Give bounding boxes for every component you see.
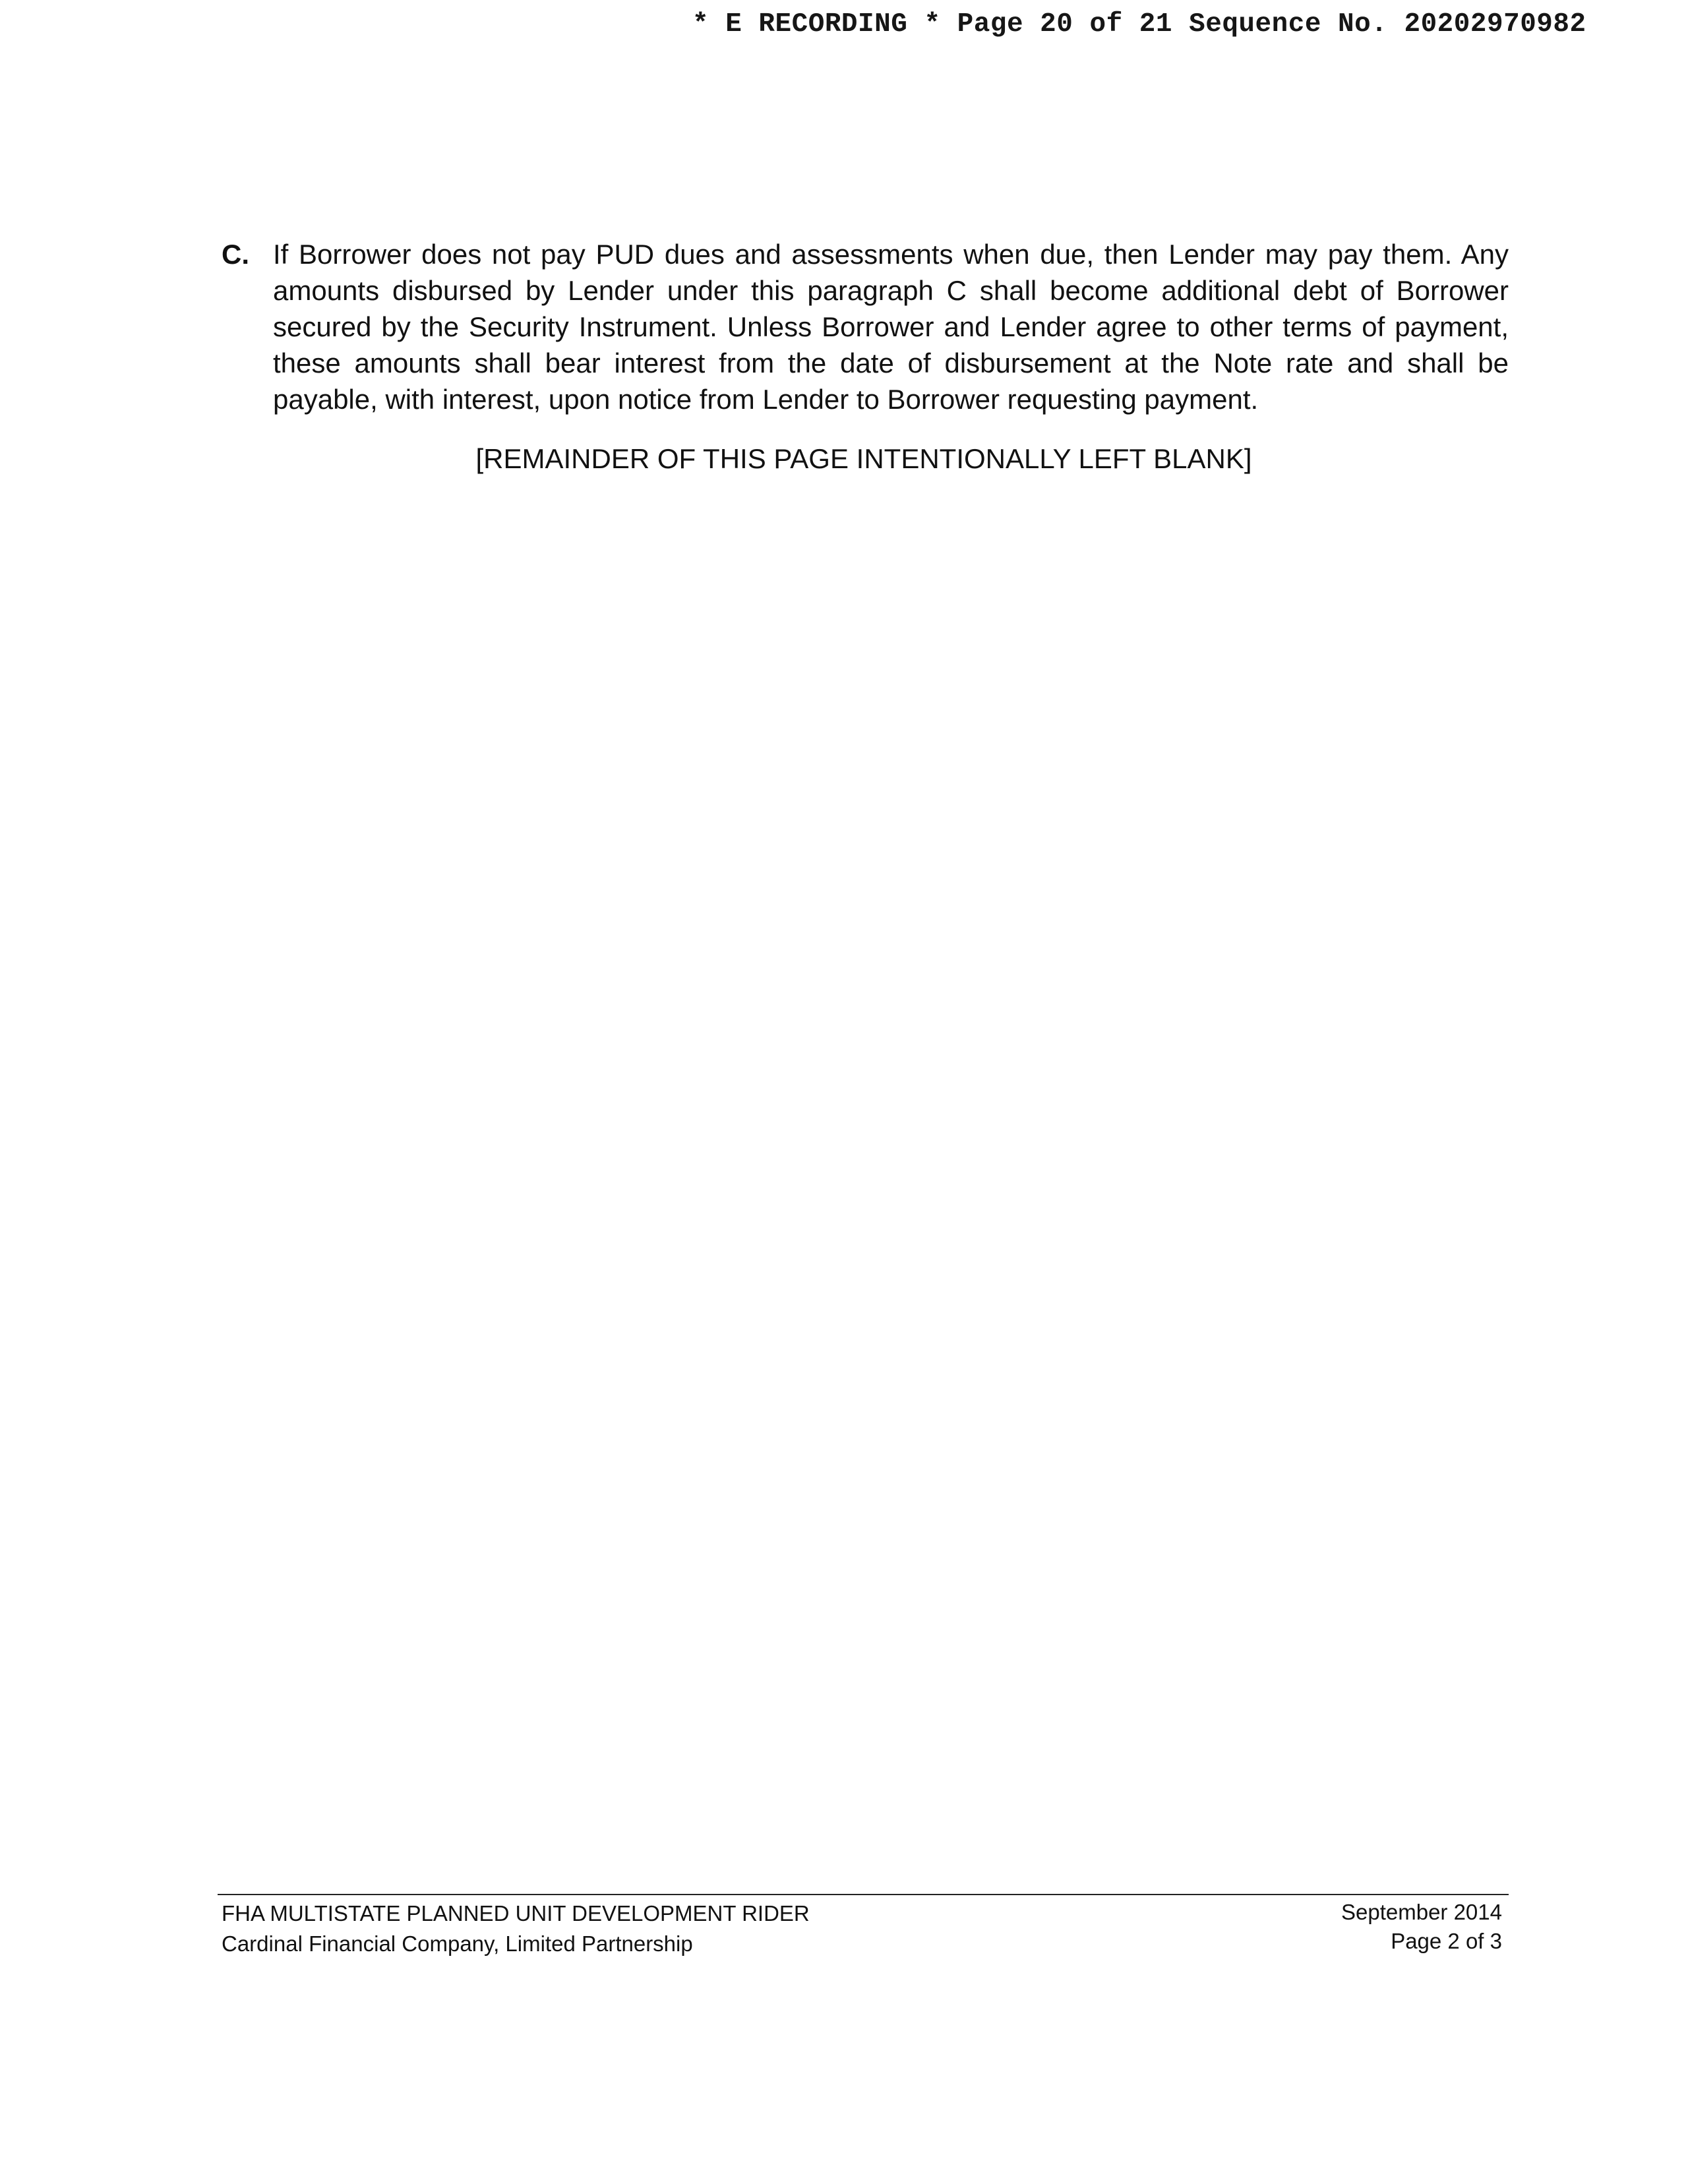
recording-stamp: * E RECORDING * Page 20 of 21 Sequence No. 20202970982 [692,9,1586,40]
footer-page-number: Page 2 of 3 [1391,1929,1502,1953]
paragraph-text: If Borrower does not pay PUD dues and assessments when due, then Lender may pay them. Any amounts disbursed by Lender under this paragraph C shall become additional debt of Borrower secured by the Security Instrument. Unless Borrower and Lender agree to other terms of payment, these amounts shall bear interest from the date of disbursement at the Note rate and shall be payable, with interest, upon notice from Lender to Borrower requesting payment. [273,239,1509,415]
footer-form-title: FHA MULTISTATE PLANNED UNIT DEVELOPMENT RIDER [222,1901,810,1926]
paragraph-marker: C. [222,239,249,270]
footer-divider [218,1894,1509,1895]
footer-form-date: September 2014 [1341,1900,1502,1924]
footer-lender-name: Cardinal Financial Company, Limited Partnership [222,1931,693,1956]
blank-page-notice: [REMAINDER OF THIS PAGE INTENTIONALLY LEFT BLANK] [475,443,1252,474]
